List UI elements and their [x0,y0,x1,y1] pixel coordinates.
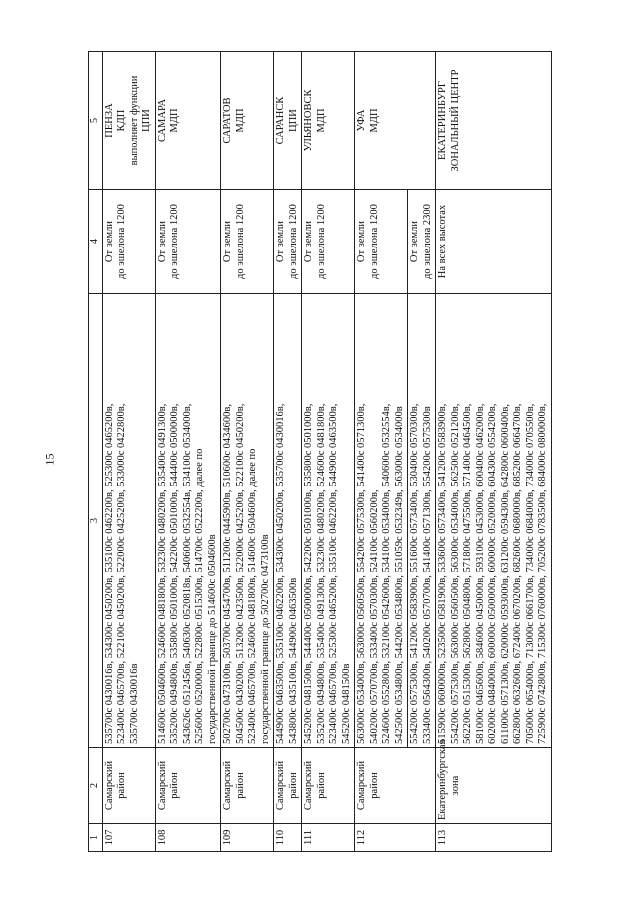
altitude-cell: На всех высотах [436,190,552,294]
altitude-cell: От земли до эшелона 1200 [355,190,408,294]
table-row [355,52,408,852]
altitude-cell: От земли до эшелона 1200 [302,190,355,294]
region-cell: Самарский район [274,748,302,824]
coordinates-cell: 535700с 0430016в, 534300с 0450200в, 535100с 0462200в, 525300с 0465200в, 523400с 0465700в, 522100с 0450200в, 522000с 0425200в, 533000с 0422800в, 535700с 0430016в [102,294,155,748]
table-row [436,52,552,852]
row-number: 109 [221,824,274,852]
table-row [155,52,221,852]
coordinates-cell: 502700с 0473100в, 503700с 0454700в, 511200с 0445900в, 510600с 0434600в, 504500с 0430200в, 513200с 0423500в, 522000с 0425200в, 522100с 0450200в, 523400с 0465700в, 524600с 0481800в, 514600с 0504600в, далее по государственной границе до 502700с 0473100в [221,294,274,748]
table-row [274,52,302,852]
coordinates-cell: 514600с 0504600в, 524600с 0481800в, 532300с 0480200в, 535400с 0491300в, 535200с 0494800в, 535800с 0501000в, 542200с 0501000в, 544400с 0500000в, 543626с 0512456в, 540630с 0520818в, 540600с 0532554в, 534100с 0534000в, 525600с 0520000в, 522800с 0515300в, 514700с 0522200в, далее по государственной границе до 514600с 0504600в [155,294,221,748]
unit-cell: САРАНСК ЦПИ [274,52,302,190]
region-cell: Самарский район [355,748,436,824]
altitude-cell: От земли до эшелона 1200 [155,190,221,294]
column-number: 2 [89,748,103,824]
coordinates-cell: 545200с 0481500в, 544400с 0500000в, 542200с 0501000в, 535800с 0501000в, 535200с 0494800в, 535400с 0491300в, 532300с 0480200в, 524600с 0481800в, 523400с 0465700в, 525300с 0465200в, 535100с 0462200в, 544900с 0463500в, 545200с 0481500в [302,294,355,748]
row-number: 111 [302,824,355,852]
region-cell: Екатеринбургская зона [436,748,552,824]
table-row [221,52,274,852]
unit-cell: САМАРА МДП [155,52,221,190]
row-number: 108 [155,824,221,852]
column-number: 5 [89,52,103,190]
page-number: 15 [42,453,57,466]
column-number: 3 [89,294,103,748]
column-number-header [89,52,103,852]
coordinates-cell: 563000с 0534000в, 563000с 0560500в, 554200с 0575300в, 541400с 0571300в, 540200с 0570700в, 533400с 0570300в, 524100с 0560200в, 524600с 0552800в, 532100с 0542600в, 534100с 0534000в, 540600с 0532554в, 542500с 0534800в, 544200с 0534800в, 551059с 0532349в, 563000с 0534000в [355,294,408,748]
altitude-cell: От земли до эшелона 1200 [274,190,302,294]
unit-cell: УЛЬЯНОВСК МДП [302,52,355,190]
table-row [302,52,355,852]
column-number: 4 [89,190,103,294]
row-number: 107 [102,824,155,852]
altitude-cell: От земли до эшелона 2300 [408,190,436,294]
row-number: 112 [355,824,436,852]
region-cell: Самарский район [102,748,155,824]
row-number: 110 [274,824,302,852]
column-number: 1 [89,824,103,852]
region-cell: Самарский район [302,748,355,824]
coordinates-cell: 554200с 0575300в, 541200с 0583900в, 551600с 0573400в, 530400с 0570300в, 533400с 0564300в, 540200с 0570700в, 541400с 0571300в, 554200с 0575300в [408,294,436,748]
row-number: 113 [436,824,552,852]
table-row [102,52,155,852]
unit-cell: ПЕНЗА КДП выполняет функции ЦПИ [102,52,155,190]
region-cell: Самарский район [155,748,221,824]
rotated-page [88,52,633,852]
unit-cell: УФА МДП [355,52,436,190]
altitude-cell: От земли до эшелона 1200 [221,190,274,294]
airspace-table [88,51,552,852]
coordinates-cell: 515900с 0600000в, 523500с 0581900в, 533600с 0573400в, 541200с 0583900в, 554200с 0575300в, 563000с 0560500в, 563000с 0534000в, 562500с 0521200в, 562200с 0515300в, 562800с 0504800в, 571800с 0475500в, 571400с 0464500в, 581000с 0465600в, 584600с 0450000в, 593100с 0453000в, 600400с 0462000в, 602000с 0484000в, 600000с 0500000в, 600000с 0520000в, 604300с 0554200в, 611000с 0571300в, 620000с 0593000в, 631200с 0594300в, 642800с 0600400в, 662800с 0632600в, 672400с 0670200в, 682600с 0680000в, 685200с 0664700в, 705000с 0654000в, 713000с 0661700в, 734000с 0684000в, 734000с 0705500в, 725900с 0742800в, 715300с 0760000в, 705200с 0783500в, 684000с 0800000в, [436,294,552,748]
unit-cell: САРАТОВ МДП [221,52,274,190]
coordinates-cell: 544900с 0463500в, 535100с 0462200в, 534300с 0450200в, 535700с 0430016в, 543800с 0435100в, 544900с 0463500в [274,294,302,748]
region-cell: Самарский район [221,748,274,824]
unit-cell: ЕКАТЕРИНБУРГ ЗОНАЛЬНЫЙ ЦЕНТР [436,52,552,190]
altitude-cell: От земли до эшелона 1200 [102,190,155,294]
